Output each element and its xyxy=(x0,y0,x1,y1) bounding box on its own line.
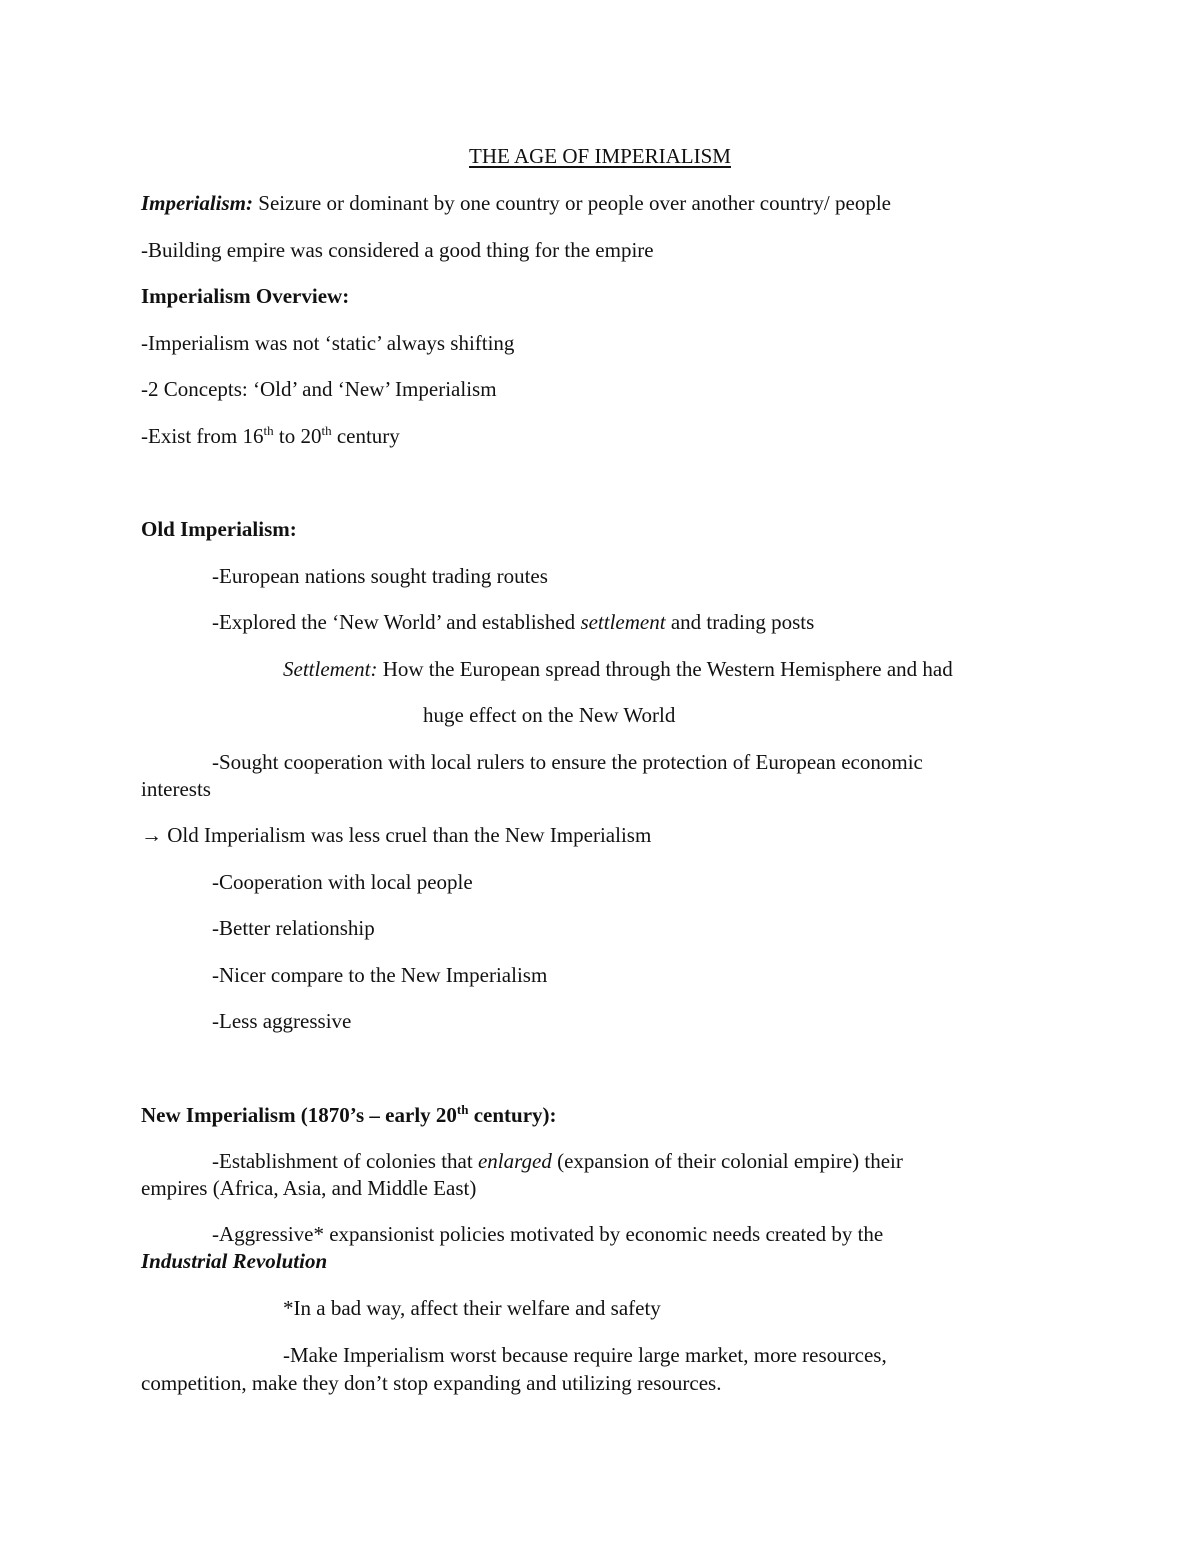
new-heading-part-b: century): xyxy=(468,1103,557,1127)
definition-line xyxy=(141,189,891,217)
definition-term: Imperialism: xyxy=(141,191,254,215)
aggressive-footnote: *In a bad way, affect their welfare and safety xyxy=(283,1296,661,1320)
old-conclusion: → Old Imperialism was less cruel than the New Imperialism xyxy=(141,823,652,847)
new-item-1-line-1 xyxy=(212,1147,903,1175)
old-item-2-part-b: and trading posts xyxy=(665,610,815,634)
settlement-definition xyxy=(283,655,953,683)
superscript-th: th xyxy=(263,423,274,438)
page-title: THE AGE OF IMPERIALISM xyxy=(469,144,731,168)
superscript-th: th xyxy=(456,1102,469,1117)
overview-line-2: -2 Concepts: ‘Old’ and ‘New’ Imperialism xyxy=(141,377,497,401)
new-item-1-line-2: empires (Africa, Asia, and Middle East) xyxy=(141,1176,477,1200)
superscript-th: th xyxy=(321,423,332,438)
definition-text: Seizure or dominant by one country or people over another country/ people xyxy=(253,191,891,215)
old-item-2-emphasis: settlement xyxy=(580,610,666,634)
overview-line-3 xyxy=(141,422,400,450)
intro-note: -Building empire was considered a good thing for the empire xyxy=(141,238,654,262)
new-item-1-part-a: -Establishment of colonies that xyxy=(212,1149,478,1173)
old-item-2 xyxy=(212,608,814,636)
settlement-continuation: huge effect on the New World xyxy=(423,703,676,727)
settlement-text: How the European spread through the Western Hemisphere and had xyxy=(377,657,953,681)
old-point: -Less aggressive xyxy=(212,1009,352,1033)
old-item-2-part-a: -Explored the ‘New World’ and established xyxy=(212,610,581,634)
old-item-3-line-1: -Sought cooperation with local rulers to ensure the protection of European economic xyxy=(212,750,923,774)
old-item-3-line-2: interests xyxy=(141,777,211,801)
overview-line-1: -Imperialism was not ‘static’ always shifting xyxy=(141,331,515,355)
overview-line-3-part-b: to 20 xyxy=(273,424,322,448)
new-item-1-part-b: (expansion of their colonial empire) their xyxy=(551,1149,903,1173)
old-point: -Better relationship xyxy=(212,916,375,940)
new-item-3-line-1: -Make Imperialism worst because require large market, more resources, xyxy=(283,1343,887,1367)
settlement-term: Settlement: xyxy=(283,657,378,681)
overview-heading: Imperialism Overview: xyxy=(141,284,350,308)
new-item-1-emphasis: enlarged xyxy=(477,1149,552,1173)
new-item-2-line-2: Industrial Revolution xyxy=(141,1249,328,1273)
new-heading-part-a: New Imperialism (1870’s – early 20 xyxy=(141,1103,457,1127)
new-item-2-line-1: -Aggressive* expansionist policies motivated by economic needs created by the xyxy=(212,1222,884,1246)
overview-line-3-part-c: century xyxy=(331,424,400,448)
old-imperialism-heading: Old Imperialism: xyxy=(141,517,297,541)
old-item-1: -European nations sought trading routes xyxy=(212,564,548,588)
new-item-3-line-2: competition, make they don’t stop expanding and utilizing resources. xyxy=(141,1371,722,1395)
overview-line-3-part-a: -Exist from 16 xyxy=(141,424,264,448)
new-imperialism-heading xyxy=(141,1101,557,1129)
old-point: -Cooperation with local people xyxy=(212,870,473,894)
old-point: -Nicer compare to the New Imperialism xyxy=(212,963,548,987)
